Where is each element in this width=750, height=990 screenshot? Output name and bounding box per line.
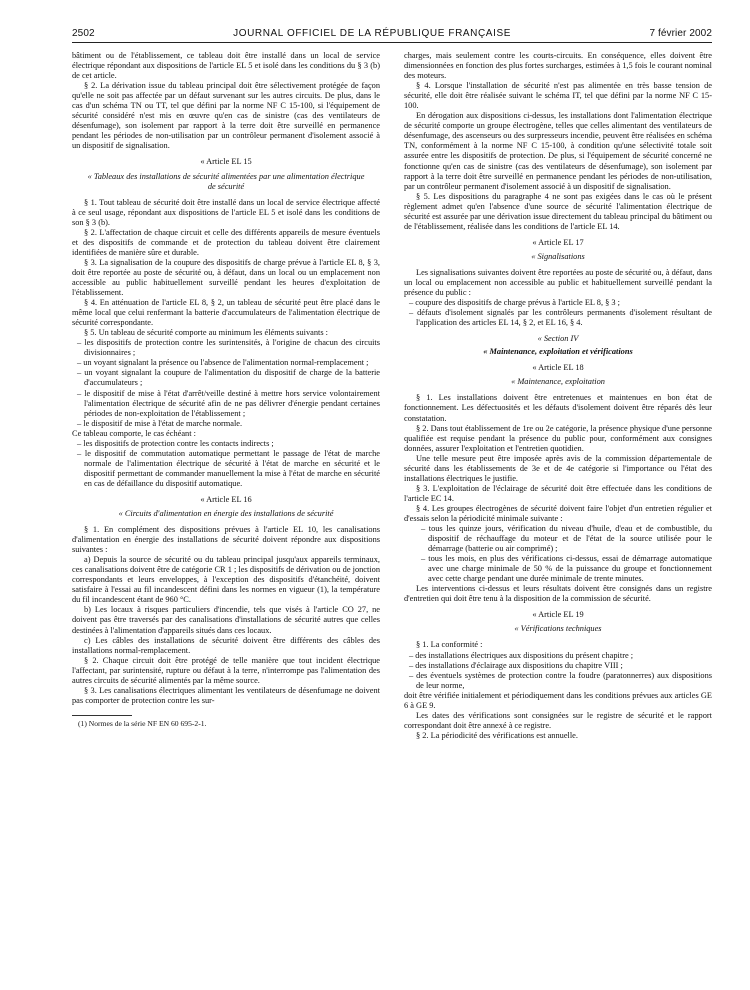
paragraph: § 2. Chaque circuit doit être protégé de telle manière que tout incident électrique l'affectant, par surintensité, rupture ou défaut à la terre, n'interrompe pas l'alimentation des autres circuits de sécurité alimentés par la même source.: [72, 655, 380, 685]
right-column: [404, 51, 712, 741]
article-heading: « Article EL 19: [532, 610, 584, 620]
paragraph: § 3. Les canalisations électriques alimentant les ventilateurs de désenfumage ne doivent pas comporter de protection contre les sur-: [72, 685, 380, 705]
paragraph: § 4. Lorsque l'installation de sécurité n'est pas alimentée en très basse tension de sécurité, elle doit être réalisée suivant le schéma IT, tel que défini par la norme NF C 15-100.: [404, 81, 712, 111]
paragraph: § 3. L'exploitation de l'éclairage de sécurité doit être effectuée dans les conditions de l'article EC 14.: [404, 483, 712, 503]
paragraph: § 3. La signalisation de la coupure des dispositifs de charge prévue à l'article EL 8, § 3, doit être reportée au poste de sécurité ou, à défaut, dans un local ou un emplacement non accessible au public habituellement surveillé pendant les heures d'exploitation de l'établissement.: [72, 257, 380, 298]
paragraph: c) Les câbles des installations de sécurité doivent être différents des câbles des installations normal-remplacement.: [72, 635, 380, 655]
element-list: [72, 439, 380, 489]
list-item: – un voyant signalant la coupure de l'alimentation du dispositif de charge de la batterie d'accumulateurs ;: [77, 368, 380, 388]
article-title: « Tableaux des installations de sécurité alimentées par une alimentation électrique de sécurité: [87, 171, 365, 191]
paragraph: § 5. Un tableau de sécurité comporte au minimum les éléments suivants :: [84, 328, 328, 338]
element-list: [404, 298, 712, 328]
paragraph: § 2. Dans tout établissement de 1re ou 2e catégorie, la présence physique d'une personne qualifiée est requise pendant la présence du public pour, conformément aux consignes données, assurer l'exploitation et l'entretien quotidien.: [404, 423, 712, 453]
article-title: « Signalisations: [531, 251, 585, 261]
issue-date: 7 février 2002: [649, 28, 712, 39]
paragraph: Ce tableau comporte, le cas échéant :: [72, 428, 196, 438]
paragraph: § 1. La conformité :: [416, 640, 483, 650]
element-list: [72, 338, 380, 428]
paragraph: § 4. Les groupes électrogènes de sécurité doivent faire l'objet d'un entretien régulier et d'essais selon la périodicité minimale suivante :: [404, 503, 712, 523]
list-item: – coupure des dispositifs de charge prévus à l'article EL 8, § 3 ;: [409, 298, 620, 308]
text-columns: [72, 51, 712, 741]
paragraph: Une telle mesure peut être imposée après avis de la commission départementale de sécurité dans les établissements de 3e et de 4e catégorie si l'importance ou l'état des installations électriques le justifie.: [404, 453, 712, 483]
paragraph: Les dates des vérifications sont consignées sur le registre de sécurité et le rapport correspondant doit être annexé à ce registre.: [404, 710, 712, 730]
paragraph: a) Depuis la source de sécurité ou du tableau principal jusqu'aux appareils terminaux, ces canalisations doivent être de catégorie CR 1 ; les dispositifs de dérivation ou de jonction correspondants et leurs enveloppes, à l'exception des dispositifs d'étanchéité, doivent satisfaire à l'essai au fil incandescent défini dans les normes en vigueur (1), la température du fil incandescent étant de 960 °C.: [72, 555, 380, 605]
paragraph: charges, mais seulement contre les courts-circuits. En conséquence, elles doivent être dimensionnées en fonction des plus fortes surcharges, estimées à 1,5 fois le courant nominal des moteurs.: [404, 51, 712, 81]
paragraph: § 2. L'affectation de chaque circuit et celle des différents appareils de mesure éventuels et des dispositifs de commande et de protection du tableau doivent être clairement identifiées de manière sûre et durable.: [72, 227, 380, 257]
paragraph: § 2. La périodicité des vérifications est annuelle.: [416, 730, 578, 740]
header-rule: [72, 42, 712, 43]
footnote: (1) Normes de la série NF EN 60 695-2-1.: [78, 718, 207, 728]
list-item: – les dispositifs de protection contre les surintensités, à l'origine de chacun des circuits divisionnaires ;: [77, 338, 380, 358]
paragraph: § 1. En complément des dispositions prévues à l'article EL 10, les canalisations d'alimentation en énergie des installations de sécurité doivent répondre aux dispositions suivantes :: [72, 525, 380, 555]
article-heading: « Article EL 18: [532, 363, 584, 373]
paragraph: Les signalisations suivantes doivent être reportées au poste de sécurité ou, à défaut, dans un local ou emplacement non accessible au public et habituellement surveillé pendant la présence du public :: [404, 267, 712, 298]
footnote-rule: [72, 715, 132, 716]
element-list: [404, 651, 712, 691]
article-heading: « Article EL 15: [200, 157, 252, 167]
paragraph: § 4. En atténuation de l'article EL 8, § 2, un tableau de sécurité peut être placé dans le même local que celui renfermant la batterie d'accumulateurs de l'alimentation électrique de sécurité correspondante.: [72, 298, 380, 328]
list-item: – des installations électriques aux dispositions du présent chapitre ;: [409, 650, 634, 660]
left-column: [72, 51, 380, 741]
section-title: « Maintenance, exploitation et vérifications: [483, 347, 633, 357]
paragraph: § 1. Les installations doivent être entretenues et maintenues en bon état de fonctionnement. Les défectuosités et les défauts d'isolement doivent être réparés dès leur constatation.: [404, 393, 712, 423]
list-item: – tous les mois, en plus des vérifications ci-dessus, essai de démarrage automatique avec une charge minimale de 50 % de la puissance du groupe et fonctionnement avec cette charge pendant une durée minimale de trente minutes.: [421, 554, 712, 584]
article-heading: « Article EL 17: [532, 237, 584, 247]
paragraph: § 5. Les dispositions du paragraphe 4 ne sont pas exigées dans le cas où le présent règlement admet qu'en l'absence d'une source de sécurité l'alimentation électrique de sécurité est assurée par une dérivation issue directement du tableau principal du bâtiment ou de l'établissement, réalisée dans les conditions de l'article EL 14.: [404, 191, 712, 231]
list-item: – le dispositif de mise à l'état de marche normale.: [77, 418, 243, 428]
paragraph: En dérogation aux dispositions ci-dessus, les installations dont l'alimentation électrique de sécurité comporte un groupe électrogène, telles que celles alimentant des ventilateurs de désenfumage, des ascenseurs ou des surpresseurs incendie, peuvent être réalisées en schéma TN, conformément à la norme NF C 15-100, à condition qu'une sélectivité totale soit assurée entre les dispositifs de protection. De plus, si l'équipement de sécurité concerné ne fonctionne qu'en cas de sinistre (cas des ventilateurs de désenfumage), son isolement par rapport à la terre doit être surveillé en permanence pendant les périodes de non-utilisation, par un contrôleur permanent d'isolement associé à un dispositif de signalisation.: [404, 111, 712, 191]
list-item: – les dispositifs de protection contre les contacts indirects ;: [77, 438, 274, 448]
list-item: – des installations d'éclairage aux dispositions du chapitre VIII ;: [409, 660, 623, 670]
section-heading: « Section IV: [537, 334, 579, 344]
paragraph: Les interventions ci-dessus et leurs résultats doivent être consignés dans un registre d'entretien qui doit être tenu à la disposition de la commission de sécurité.: [404, 584, 712, 604]
list-item: – tous les quinze jours, vérification du niveau d'huile, d'eau et de combustible, du dispositif de réchauffage du moteur et de l'état de la source utilisée pour le démarrage (batterie ou air comprimé) ;: [421, 524, 712, 554]
list-item: – un voyant signalant la présence ou l'absence de l'alimentation normal-remplacement ;: [77, 358, 369, 368]
article-heading: « Article EL 16: [200, 494, 252, 504]
list-item: – le dispositif de commutation automatique permettant le passage de l'état de marche normale de l'alimentation électrique de sécurité à l'état de marche en sécurité et le dispositif permettant de commander manuellement la mise à l'état de marche en sécurité en cas de défaillance du dispositif automatique.: [77, 448, 380, 488]
element-list: [404, 524, 712, 584]
article-title: « Vérifications techniques: [514, 624, 602, 634]
page-number: 2502: [72, 28, 95, 39]
article-title: « Maintenance, exploitation: [511, 377, 605, 387]
paragraph: b) Les locaux à risques particuliers d'incendie, tels que visés à l'article CO 27, ne doivent pas être traversés par des canalisations d'installations de sécurité autres que celles destinées à l'alimentation d'appareils situés dans ces locaux.: [72, 605, 380, 635]
list-item: – défauts d'isolement signalés par les contrôleurs permanents d'isolement résultant de l'application des articles EL 14, § 2, et EL 16, § 4.: [409, 308, 712, 328]
list-item: – le dispositif de mise à l'état d'arrêt/veille destiné à mettre hors service volontairement l'alimentation électrique de sécurité afin de ne pas délivrer d'énergie pendant certaines périodes de non-exploitation de l'établissement ;: [77, 388, 380, 418]
paragraph: bâtiment ou de l'établissement, ce tableau doit être installé dans un local de service électrique répondant aux dispositions de l'article EL 5 et isolé dans les conditions du § 3 (b) de cet article.: [72, 51, 380, 81]
article-title: « Circuits d'alimentation en énergie des installations de sécurité: [118, 509, 334, 519]
paragraph: § 2. La dérivation issue du tableau principal doit être sélectivement protégée de façon qu'elle ne soit pas affectée par un défaut survenant sur les autres circuits. De plus, dans le cas d'un schéma TN ou TT, tel que défini par la norme NF C 15-100, si l'équipement de sécurité considéré n'est mis en œuvre qu'en cas de sinistre (cas des ventilateurs de désenfumage), son isolement par rapport à la terre doit être surveillé en permanence pendant les périodes de non-utilisation par un contrôleur permanent d'isolement associé à un dispositif de signalisation.: [72, 81, 380, 151]
list-item: – des éventuels systèmes de protection contre la foudre (paratonnerres) aux dispositions de leur norme,: [409, 670, 712, 690]
page-header: [72, 28, 712, 39]
journal-title: JOURNAL OFFICIEL DE LA RÉPUBLIQUE FRANÇAISE: [233, 28, 511, 39]
paragraph: doit être vérifiée initialement et périodiquement dans les conditions prévues aux articles GE 6 à GE 9.: [404, 690, 712, 710]
paragraph: § 1. Tout tableau de sécurité doit être installé dans un local de service électrique affecté à ce seul usage, répondant aux dispositions de l'article EL 5 et isolé dans les conditions de son § 3 (b).: [72, 197, 380, 227]
